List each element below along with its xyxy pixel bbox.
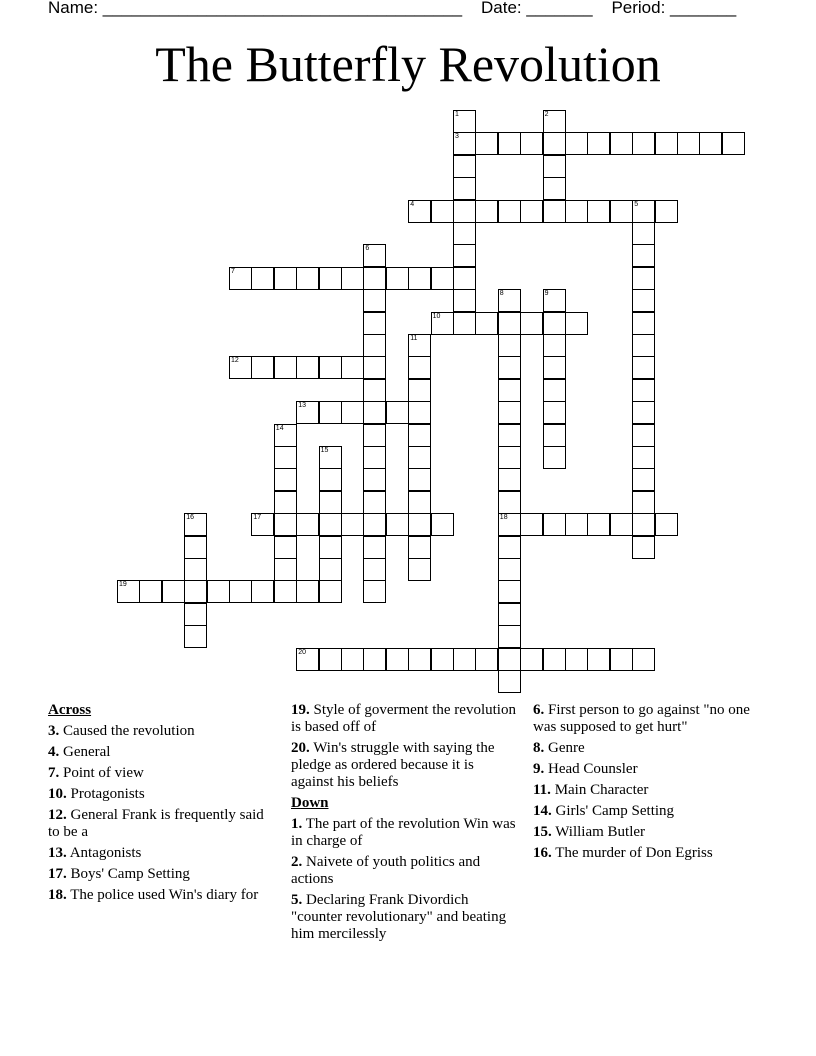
clue-number: 2 bbox=[544, 111, 549, 118]
clue-number: 11 bbox=[410, 335, 418, 342]
crossword-cell[interactable] bbox=[453, 177, 476, 200]
clue-number: 5 bbox=[634, 200, 639, 208]
crossword-cell[interactable] bbox=[632, 267, 655, 290]
crossword-cell[interactable] bbox=[363, 468, 386, 491]
crossword-cell[interactable] bbox=[453, 132, 476, 155]
clue-number: 19 bbox=[119, 581, 127, 589]
crossword-cell[interactable] bbox=[408, 648, 431, 671]
crossword-cell[interactable] bbox=[632, 536, 655, 559]
crossword-cell[interactable] bbox=[677, 132, 700, 155]
crossword-cell[interactable] bbox=[453, 648, 476, 671]
crossword-cell[interactable] bbox=[408, 379, 431, 402]
crossword-cell[interactable] bbox=[319, 513, 342, 536]
crossword-cell[interactable] bbox=[453, 312, 476, 335]
crossword-cell[interactable] bbox=[610, 513, 633, 536]
crossword-cell[interactable] bbox=[363, 513, 386, 536]
crossword-cell[interactable] bbox=[363, 580, 386, 603]
crossword-cell[interactable] bbox=[498, 132, 521, 155]
crossword-cell[interactable] bbox=[341, 356, 364, 379]
crossword-cell[interactable] bbox=[296, 267, 319, 290]
crossword-cell[interactable] bbox=[408, 491, 431, 514]
crossword-cell[interactable] bbox=[543, 379, 566, 402]
crossword-cell[interactable] bbox=[229, 356, 252, 379]
crossword-cell[interactable] bbox=[274, 424, 297, 447]
crossword-cell[interactable] bbox=[543, 401, 566, 424]
crossword-cell[interactable] bbox=[498, 379, 521, 402]
crossword-cell[interactable] bbox=[408, 468, 431, 491]
crossword-cell[interactable] bbox=[632, 468, 655, 491]
crossword-cell[interactable] bbox=[184, 536, 207, 559]
crossword-cell[interactable] bbox=[543, 200, 566, 223]
crossword-cell[interactable] bbox=[498, 446, 521, 469]
clue-across-3: 3. Caused the revolution bbox=[48, 723, 195, 739]
crossword-cell[interactable] bbox=[632, 491, 655, 514]
crossword-cell[interactable] bbox=[274, 491, 297, 514]
crossword-cell[interactable] bbox=[610, 200, 633, 223]
crossword-cell[interactable] bbox=[655, 513, 678, 536]
crossword-cell[interactable] bbox=[386, 401, 409, 424]
crossword-cell[interactable] bbox=[363, 558, 386, 581]
crossword-cell[interactable] bbox=[520, 132, 543, 155]
crossword-cell[interactable] bbox=[543, 513, 566, 536]
crossword-cell[interactable] bbox=[408, 513, 431, 536]
crossword-cell[interactable] bbox=[363, 401, 386, 424]
clue-number: 4 bbox=[410, 200, 415, 208]
crossword-cell[interactable] bbox=[251, 513, 274, 536]
crossword-cell[interactable] bbox=[274, 267, 297, 290]
clue-number: 10 bbox=[432, 312, 441, 320]
crossword-cell[interactable] bbox=[408, 401, 431, 424]
crossword-cell[interactable] bbox=[632, 222, 655, 245]
crossword-cell[interactable] bbox=[363, 491, 386, 514]
clue-column-1 bbox=[48, 702, 273, 908]
crossword-cell[interactable] bbox=[475, 312, 498, 335]
crossword-cell[interactable] bbox=[386, 267, 409, 290]
date-field[interactable]: Date: _______ bbox=[480, 0, 593, 17]
clue-number: 20 bbox=[298, 648, 306, 656]
clue-across-20: 20. Win's struggle with saying the pledge as ordered because it is against his beliefs bbox=[291, 740, 495, 790]
crossword-cell[interactable] bbox=[655, 200, 678, 223]
crossword-cell[interactable] bbox=[475, 200, 498, 223]
crossword-cell[interactable] bbox=[543, 356, 566, 379]
crossword-cell[interactable] bbox=[319, 580, 342, 603]
clue-across-10: 10. Protagonists bbox=[48, 786, 145, 802]
crossword-cell[interactable] bbox=[274, 558, 297, 581]
crossword-cell[interactable] bbox=[184, 625, 207, 648]
crossword-cell[interactable] bbox=[543, 424, 566, 447]
crossword-cell[interactable] bbox=[565, 132, 588, 155]
crossword-cell[interactable] bbox=[363, 312, 386, 335]
crossword-cell[interactable] bbox=[319, 648, 342, 671]
crossword-cell[interactable] bbox=[498, 603, 521, 626]
crossword-cell[interactable] bbox=[565, 200, 588, 223]
clue-down-14: 14. Girls' Camp Setting bbox=[533, 803, 675, 819]
crossword-cell[interactable] bbox=[520, 200, 543, 223]
clue-across-12: 12. General Frank is frequently said to be a bbox=[48, 807, 264, 840]
crossword-cell[interactable] bbox=[274, 513, 297, 536]
crossword-cell[interactable] bbox=[184, 513, 207, 536]
clue-down-15: 15. William Butler bbox=[533, 824, 646, 840]
crossword-cell[interactable] bbox=[319, 468, 342, 491]
crossword-cell[interactable] bbox=[655, 132, 678, 155]
crossword-cell[interactable] bbox=[453, 289, 476, 312]
clue-down-11: 11. Main Character bbox=[533, 782, 649, 798]
crossword-cell[interactable] bbox=[408, 267, 431, 290]
clue-number: 14 bbox=[275, 424, 284, 432]
crossword-cell[interactable] bbox=[632, 513, 655, 536]
clue-down-8: 8. Genre bbox=[533, 740, 585, 756]
crossword-cell[interactable] bbox=[408, 558, 431, 581]
crossword-cell[interactable] bbox=[363, 244, 386, 267]
crossword-cell[interactable] bbox=[363, 648, 386, 671]
crossword-cell[interactable] bbox=[475, 132, 498, 155]
clue-number: 6 bbox=[365, 245, 370, 253]
crossword-cell[interactable] bbox=[408, 424, 431, 447]
crossword-cell[interactable] bbox=[274, 468, 297, 491]
crossword-cell[interactable] bbox=[162, 580, 185, 603]
crossword-cell[interactable] bbox=[453, 155, 476, 178]
crossword-cell[interactable] bbox=[543, 110, 566, 133]
crossword-cell[interactable] bbox=[543, 648, 566, 671]
crossword-cell[interactable] bbox=[184, 580, 207, 603]
period-field[interactable]: Period: _______ bbox=[611, 0, 737, 17]
crossword-cell[interactable] bbox=[184, 558, 207, 581]
crossword-cell[interactable] bbox=[229, 580, 252, 603]
clue-number: 8 bbox=[499, 290, 504, 298]
crossword-cell[interactable] bbox=[408, 446, 431, 469]
crossword-cell[interactable] bbox=[341, 648, 364, 671]
crossword-cell[interactable] bbox=[363, 356, 386, 379]
crossword-cell[interactable] bbox=[699, 132, 722, 155]
crossword-cell[interactable] bbox=[632, 244, 655, 267]
clue-down-1: 1. The part of the revolution Win was in charge of bbox=[291, 816, 516, 849]
puzzle-title: The Butterfly Revolution bbox=[155, 36, 661, 92]
crossword-cell[interactable] bbox=[587, 132, 610, 155]
crossword-cell[interactable] bbox=[543, 334, 566, 357]
crossword-cell[interactable] bbox=[319, 267, 342, 290]
clue-across-18: 18. The police used Win's diary for bbox=[48, 887, 259, 903]
clue-down-6: 6. First person to go against "no one was supposed to get hurt" bbox=[533, 702, 750, 735]
clue-down-2: 2. Naivete of youth politics and actions bbox=[291, 854, 481, 887]
crossword-cell[interactable] bbox=[610, 648, 633, 671]
crossword-cell[interactable] bbox=[543, 155, 566, 178]
crossword-cell[interactable] bbox=[251, 356, 274, 379]
crossword-cell[interactable] bbox=[274, 536, 297, 559]
crossword-cell[interactable] bbox=[319, 446, 342, 469]
crossword-cell[interactable] bbox=[543, 312, 566, 335]
clue-across-13: 13. Antagonists bbox=[48, 845, 142, 861]
crossword-cell[interactable] bbox=[431, 513, 454, 536]
clue-number: 18 bbox=[499, 514, 508, 522]
crossword-cell[interactable] bbox=[453, 267, 476, 290]
crossword-cell[interactable] bbox=[453, 222, 476, 245]
crossword-cell[interactable] bbox=[632, 424, 655, 447]
crossword-cell[interactable] bbox=[296, 401, 319, 424]
crossword-cell[interactable] bbox=[543, 177, 566, 200]
crossword-cell[interactable] bbox=[363, 267, 386, 290]
crossword-cell[interactable] bbox=[498, 625, 521, 648]
crossword-cell[interactable] bbox=[296, 356, 319, 379]
crossword-cell[interactable] bbox=[363, 446, 386, 469]
crossword-cell[interactable] bbox=[408, 536, 431, 559]
crossword-cell[interactable] bbox=[453, 244, 476, 267]
crossword-cell[interactable] bbox=[296, 648, 319, 671]
clue-across-17: 17. Boys' Camp Setting bbox=[48, 866, 190, 882]
crossword-cell[interactable] bbox=[363, 536, 386, 559]
crossword-cell[interactable] bbox=[498, 648, 521, 671]
clue-number: 9 bbox=[544, 290, 549, 298]
crossword-cell[interactable] bbox=[632, 446, 655, 469]
crossword-cell[interactable] bbox=[319, 558, 342, 581]
crossword-cell[interactable] bbox=[520, 312, 543, 335]
crossword-cell[interactable] bbox=[274, 580, 297, 603]
crossword-cell[interactable] bbox=[498, 558, 521, 581]
crossword-cell[interactable] bbox=[632, 379, 655, 402]
crossword-cell[interactable] bbox=[184, 603, 207, 626]
crossword-cell[interactable] bbox=[453, 110, 476, 133]
crossword-cell[interactable] bbox=[610, 132, 633, 155]
crossword-cell[interactable] bbox=[498, 491, 521, 514]
crossword-cell[interactable] bbox=[498, 580, 521, 603]
crossword-cell[interactable] bbox=[565, 648, 588, 671]
clue-column-3 bbox=[533, 702, 763, 866]
crossword-cell[interactable] bbox=[296, 580, 319, 603]
clue-number: 16 bbox=[186, 514, 194, 522]
crossword-cell[interactable] bbox=[431, 267, 454, 290]
clue-across-4: 4. General bbox=[48, 744, 111, 760]
crossword-cell[interactable] bbox=[498, 356, 521, 379]
crossword-cell[interactable] bbox=[363, 289, 386, 312]
crossword-cell[interactable] bbox=[565, 312, 588, 335]
crossword-cell[interactable] bbox=[498, 424, 521, 447]
crossword-cell[interactable] bbox=[453, 200, 476, 223]
crossword-cell[interactable] bbox=[229, 267, 252, 290]
clue-number: 7 bbox=[231, 267, 235, 275]
crossword-cell[interactable] bbox=[431, 200, 454, 223]
clue-number: 15 bbox=[320, 447, 329, 454]
crossword-cell[interactable] bbox=[431, 648, 454, 671]
crossword-cell[interactable] bbox=[363, 424, 386, 447]
clue-across-19: 19. Style of goverment the revolution is based off of bbox=[291, 702, 516, 735]
crossword-cell[interactable] bbox=[587, 648, 610, 671]
crossword-cell[interactable] bbox=[319, 536, 342, 559]
crossword-cell[interactable] bbox=[139, 580, 162, 603]
crossword-cell[interactable] bbox=[498, 289, 521, 312]
crossword-cell[interactable] bbox=[632, 289, 655, 312]
crossword-cell[interactable] bbox=[520, 513, 543, 536]
crossword-cell[interactable] bbox=[274, 356, 297, 379]
crossword-cell[interactable] bbox=[319, 401, 342, 424]
crossword-cell[interactable] bbox=[543, 446, 566, 469]
crossword-cell[interactable] bbox=[341, 401, 364, 424]
crossword-cell[interactable] bbox=[408, 334, 431, 357]
crossword-cell[interactable] bbox=[117, 580, 140, 603]
crossword-cell[interactable] bbox=[632, 356, 655, 379]
crossword-cell[interactable] bbox=[363, 379, 386, 402]
across-heading: Across bbox=[48, 702, 92, 718]
crossword-cell[interactable] bbox=[498, 334, 521, 357]
crossword-cell[interactable] bbox=[319, 356, 342, 379]
crossword-cell[interactable] bbox=[498, 536, 521, 559]
crossword-cell[interactable] bbox=[408, 356, 431, 379]
clue-down-5: 5. Declaring Frank Divordich "counter revolutionary" and beating him mercilessly bbox=[291, 892, 507, 942]
crossword-cell[interactable] bbox=[341, 513, 364, 536]
crossword-cell[interactable] bbox=[498, 312, 521, 335]
clue-number: 13 bbox=[298, 402, 306, 410]
clue-number: 1 bbox=[455, 111, 459, 118]
crossword-cell[interactable] bbox=[386, 513, 409, 536]
crossword-cell[interactable] bbox=[274, 446, 297, 469]
crossword-cell[interactable] bbox=[296, 513, 319, 536]
crossword-cell[interactable] bbox=[498, 670, 521, 693]
crossword-cell[interactable] bbox=[498, 401, 521, 424]
crossword-cell[interactable] bbox=[632, 401, 655, 424]
crossword-cell[interactable] bbox=[207, 580, 230, 603]
crossword-cell[interactable] bbox=[363, 334, 386, 357]
clue-number: 12 bbox=[231, 357, 239, 365]
crossword-cell[interactable] bbox=[520, 648, 543, 671]
crossword-cell[interactable] bbox=[319, 491, 342, 514]
crossword-cell[interactable] bbox=[498, 200, 521, 223]
crossword-cell[interactable] bbox=[498, 513, 521, 536]
crossword-cell[interactable] bbox=[565, 513, 588, 536]
crossword-cell[interactable] bbox=[722, 132, 745, 155]
crossword-cell[interactable] bbox=[251, 580, 274, 603]
crossword-cell[interactable] bbox=[475, 648, 498, 671]
crossword-cell[interactable] bbox=[587, 200, 610, 223]
crossword-cell[interactable] bbox=[543, 289, 566, 312]
crossword-cell[interactable] bbox=[587, 513, 610, 536]
crossword-cell[interactable] bbox=[632, 200, 655, 223]
clue-number: 17 bbox=[253, 514, 262, 522]
crossword-cell[interactable] bbox=[543, 132, 566, 155]
clue-number: 3 bbox=[455, 133, 459, 141]
crossword-cell[interactable] bbox=[632, 334, 655, 357]
down-heading: Down bbox=[291, 795, 329, 811]
clue-down-9: 9. Head Counsler bbox=[533, 761, 638, 777]
crossword-cell[interactable] bbox=[408, 200, 431, 223]
clue-column-2 bbox=[291, 702, 516, 947]
crossword-cell[interactable] bbox=[386, 648, 409, 671]
crossword-cell[interactable] bbox=[498, 468, 521, 491]
crossword-cell[interactable] bbox=[632, 132, 655, 155]
crossword-cell[interactable] bbox=[431, 312, 454, 335]
crossword-cell[interactable] bbox=[341, 267, 364, 290]
crossword-cell[interactable] bbox=[632, 312, 655, 335]
name-field[interactable]: Name: ______________________________________ bbox=[48, 0, 463, 17]
crossword-cell[interactable] bbox=[632, 648, 655, 671]
crossword-cell[interactable] bbox=[251, 267, 274, 290]
clue-across-7: 7. Point of view bbox=[48, 765, 144, 781]
clue-down-16: 16. The murder of Don Egriss bbox=[533, 845, 713, 861]
